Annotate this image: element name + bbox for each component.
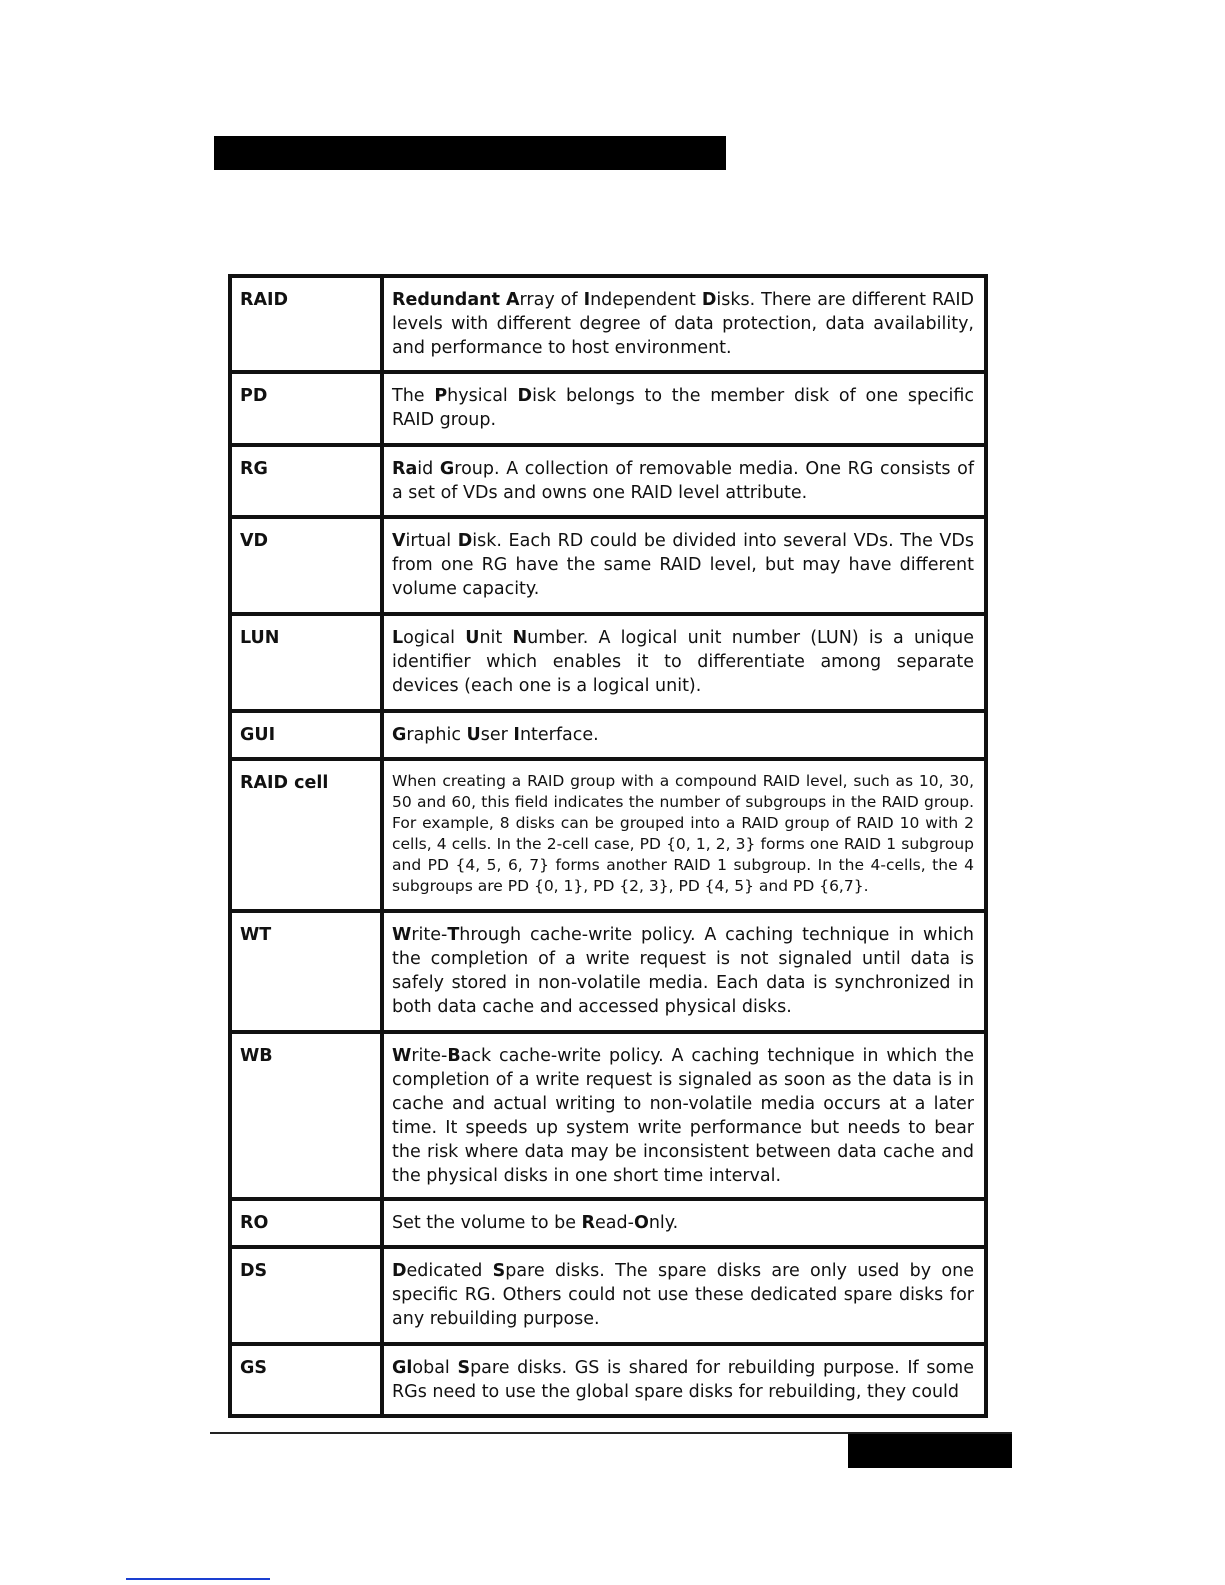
definition-text: When creating a RAID group with a compound RAID level, such as 10, 30, 50 and 60, this field indicates the number of subgroups in the RAID group. For example, 8 disks can be grouped into a RAID group of RAID 10 with 2 cells, 4 cells. In the 2-cell case, PD {0, 1, 2, 3} forms one RAID 1 subgroup and PD {4, 5, 6, 7} forms another RAID 1 subgroup. In the 4-cells, the 4 subgroups are PD {0, 1}, PD {2, 3}, PD {4, 5} and PD {6,7}. xyxy=(392,772,974,895)
definition-text: ogical xyxy=(403,628,466,648)
page-bottom-area xyxy=(0,1424,1225,1585)
glossary-definition xyxy=(382,911,986,1032)
definition-text: id xyxy=(417,459,440,479)
glossary-row xyxy=(230,372,986,445)
footer-page-box xyxy=(848,1434,1012,1468)
glossary-definition xyxy=(382,517,986,614)
glossary-term: RAID xyxy=(230,276,382,372)
definition-text: hrough cache-write policy. A caching technique in which the completion of a write request is not signaled until data is safely stored in non-volatile media. Each data is synchronized in both data cache and accessed physical disks. xyxy=(392,925,974,1017)
definition-text: nterface. xyxy=(519,725,599,745)
glossary-table xyxy=(228,274,988,1418)
definition-text: rite- xyxy=(411,1046,448,1066)
definition-text: obal xyxy=(412,1358,458,1378)
acronym-letter: O xyxy=(633,1213,649,1233)
definition-text: roup. A collection of removable media. One RG consists of a set of VDs and owns one RAID level attribute. xyxy=(392,459,974,503)
glossary-term: RG xyxy=(230,445,382,517)
glossary-term: PD xyxy=(230,372,382,445)
glossary-row xyxy=(230,1032,986,1199)
acronym-letter: V xyxy=(392,531,406,551)
glossary-row xyxy=(230,1344,986,1416)
definition-text: ead- xyxy=(595,1213,634,1233)
definition-text: irtual xyxy=(405,531,458,551)
definition-text: hysical xyxy=(447,386,518,406)
acronym-letter: G xyxy=(392,725,407,745)
acronym-letter: I xyxy=(513,725,520,745)
definition-text: edicated xyxy=(406,1261,493,1281)
acronym-letter: D xyxy=(701,290,717,310)
acronym-letter: Gl xyxy=(392,1358,413,1378)
acronym-letter: Ra xyxy=(392,459,418,479)
definition-text: rray of xyxy=(519,290,584,310)
glossary-row xyxy=(230,1199,986,1247)
definition-text: pare disks. GS is shared for rebuilding purpose. If some RGs need to use the global spare disks for rebuilding, they could xyxy=(392,1358,974,1402)
definition-text: nit xyxy=(479,628,513,648)
glossary-definition xyxy=(382,1199,986,1247)
definition-text: The xyxy=(392,386,435,406)
acronym-letter: W xyxy=(392,925,412,945)
definition-text: raphic xyxy=(406,725,467,745)
glossary-definition xyxy=(382,1247,986,1344)
definition-text: umber. A logical unit number (LUN) is a unique identifier which enables it to differentiate among separate devices (each one is a logical unit). xyxy=(392,628,974,696)
section-header-bar xyxy=(214,136,726,170)
glossary-definition xyxy=(382,711,986,759)
acronym-letter: T xyxy=(447,925,460,945)
glossary-row xyxy=(230,445,986,517)
glossary-row xyxy=(230,759,986,911)
acronym-letter: U xyxy=(465,628,480,648)
acronym-letter: D xyxy=(517,386,533,406)
acronym-letter: S xyxy=(492,1261,506,1281)
glossary-definition xyxy=(382,445,986,517)
acronym-letter: G xyxy=(439,459,455,479)
glossary-term: RAID cell xyxy=(230,759,382,911)
acronym-letter: P xyxy=(434,386,448,406)
glossary-term: WB xyxy=(230,1032,382,1199)
definition-text: isk. Each RD could be divided into several VDs. The VDs from one RG have the same RAID level, but may have different volume capacity. xyxy=(392,531,974,599)
acronym-letter: A xyxy=(505,290,520,310)
acronym-letter: B xyxy=(447,1046,461,1066)
glossary-term: LUN xyxy=(230,614,382,711)
glossary-row xyxy=(230,614,986,711)
glossary-row xyxy=(230,517,986,614)
definition-text: pare disks. The spare disks are only used by one specific RG. Others could not use these dedicated spare disks for any rebuilding purpose. xyxy=(392,1261,974,1329)
glossary-term: GS xyxy=(230,1344,382,1416)
acronym-letter: N xyxy=(512,628,528,648)
glossary-term: VD xyxy=(230,517,382,614)
glossary-definition xyxy=(382,759,986,911)
glossary-body xyxy=(230,276,986,1416)
footnote-link-underline[interactable] xyxy=(126,1578,270,1580)
acronym-letter: R xyxy=(581,1213,596,1233)
acronym-letter: S xyxy=(457,1358,471,1378)
glossary-row xyxy=(230,711,986,759)
glossary-definition xyxy=(382,372,986,445)
definition-text: nly. xyxy=(648,1213,679,1233)
definition-text: ndependent xyxy=(590,290,702,310)
definition-text: ack cache-write policy. A caching technique in which the completion of a write request is signaled as soon as the data is in cache and actual writing to non-volatile media occurs at a later time. It speeds up system write performance but needs to bear the risk where data may be inconsistent between data cache and the physical disks in one short time interval. xyxy=(392,1046,974,1186)
acronym-letter: U xyxy=(466,725,481,745)
glossary-row xyxy=(230,1247,986,1344)
glossary-definition xyxy=(382,1344,986,1416)
definition-text: isk belongs to the member disk of one specific RAID group. xyxy=(392,386,974,430)
acronym-letter: W xyxy=(392,1046,412,1066)
glossary-definition xyxy=(382,276,986,372)
definition-text: ser xyxy=(480,725,514,745)
acronym-letter: Redundant xyxy=(392,290,500,310)
acronym-letter: L xyxy=(392,628,404,648)
definition-text: Set the volume to be xyxy=(392,1213,582,1233)
glossary-term: DS xyxy=(230,1247,382,1344)
glossary-term: GUI xyxy=(230,711,382,759)
glossary-term: RO xyxy=(230,1199,382,1247)
glossary-row xyxy=(230,276,986,372)
definition-text: isks. There are different RAID levels with different degree of data protection, data availability, and performance to host environment. xyxy=(392,290,974,358)
glossary-row xyxy=(230,911,986,1032)
glossary-term: WT xyxy=(230,911,382,1032)
glossary-definition xyxy=(382,1032,986,1199)
glossary-definition xyxy=(382,614,986,711)
acronym-letter: D xyxy=(392,1261,407,1281)
definition-text: rite- xyxy=(411,925,448,945)
acronym-letter: D xyxy=(457,531,473,551)
acronym-letter: I xyxy=(583,290,591,310)
